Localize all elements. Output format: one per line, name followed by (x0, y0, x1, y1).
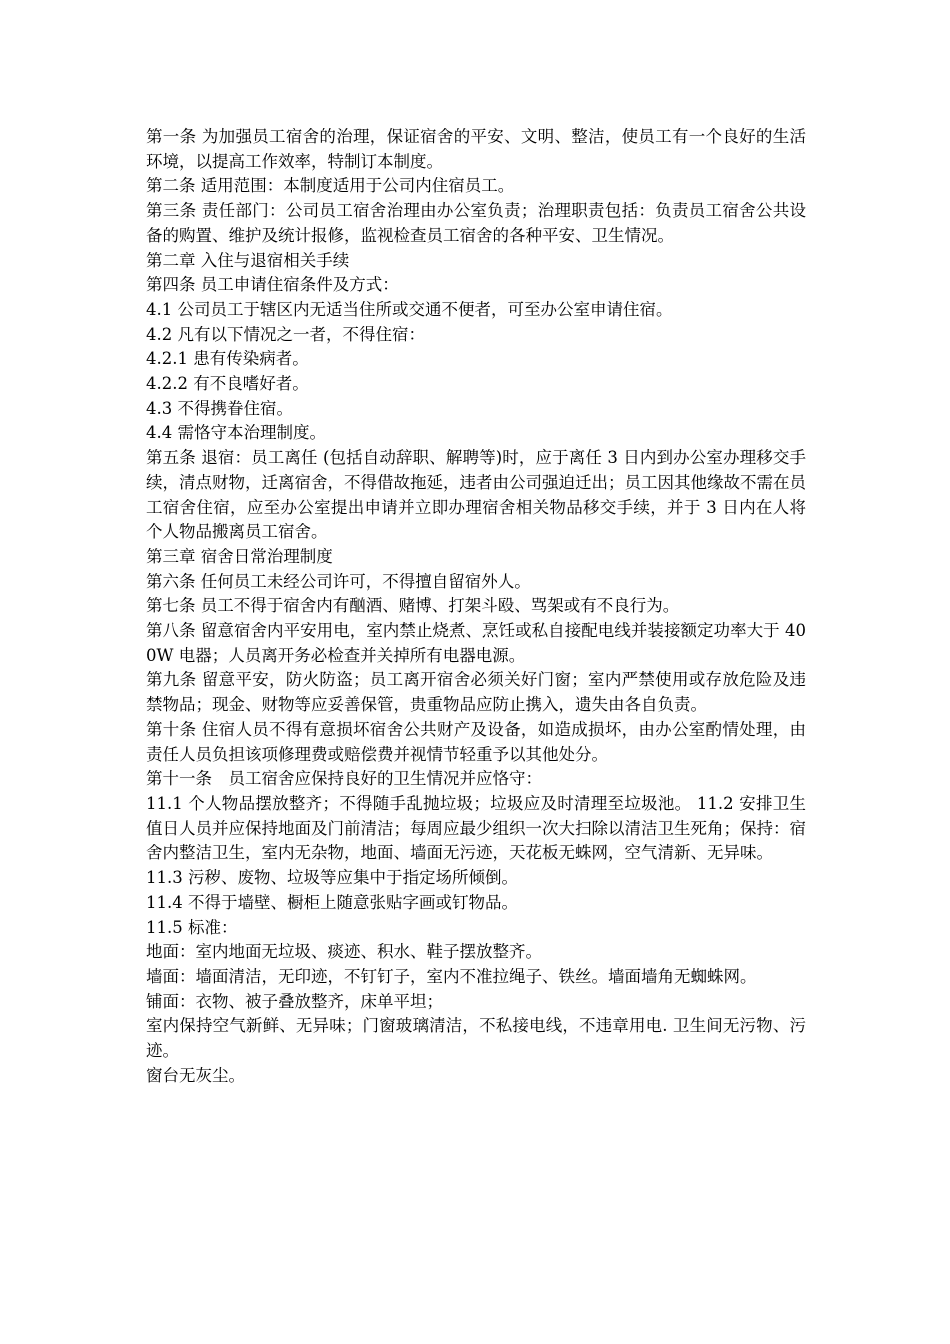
paragraph-standard-floor: 地面：室内地面无垃圾、痰迹、积水、鞋子摆放整齐。 (146, 942, 542, 962)
paragraph-item-11-4: 11.4 不得于墙壁、橱柜上随意张贴字画或钉物品。 (146, 892, 518, 912)
paragraph-item-11-3: 11.3 污秽、废物、垃圾等应集中于指定场所倾倒。 (146, 868, 518, 888)
paragraph-article-7: 第七条 员工不得于宿舍内有酗酒、赌博、打架斗殴、骂架或有不良行为。 (146, 596, 680, 616)
chapter-heading-3: 第三章 宿舍日常治理制度 (146, 546, 333, 566)
paragraph-item-4-3: 4.3 不得携眷住宿。 (146, 398, 293, 418)
paragraph-item-4-2-2: 4.2.2 有不良嗜好者。 (146, 374, 309, 394)
paragraph-item-4-4: 4.4 需恪守本治理制度。 (146, 423, 326, 443)
document-page (146, 125, 806, 1088)
paragraph-article-8: 第八条 留意宿舍内平安用电，室内禁止烧煮、烹饪或私自接配电线并装接额定功率大于 400W 电器；人员离开务必检查并关掉所有电器电源。 (146, 621, 806, 665)
paragraph-standard-windowsill: 窗台无灰尘。 (146, 1065, 245, 1085)
paragraph-item-11-5: 11.5 标准： (146, 917, 238, 937)
paragraph-standard-bed: 铺面：衣物、被子叠放整齐，床单平坦； (146, 991, 443, 1011)
paragraph-article-3: 第三条 责任部门：公司员工宿舍治理由办公室负责；治理职责包括：负责员工宿舍公共设备的购置、维护及统计报修，监视检查员工宿舍的各种平安、卫生情况。 (146, 201, 806, 245)
chapter-heading-2: 第二章 入住与退宿相关手续 (146, 250, 350, 270)
paragraph-standard-room: 室内保持空气新鲜、无异味；门窗玻璃清洁，不私接电线，不违章用电. 卫生间无污物、污迹。 (146, 1016, 806, 1061)
paragraph-standard-wall: 墙面：墙面清洁，无印迹，不钉钉子，室内不准拉绳子、铁丝。墙面墙角无蜘蛛网。 (146, 966, 757, 986)
paragraph-article-10: 第十条 住宿人员不得有意损坏宿舍公共财产及设备，如造成损坏，由办公室酌情处理，由责任人员负担该项修理费或赔偿费并视情节轻重予以其他处分。 (146, 719, 806, 764)
paragraph-article-6: 第六条 任何员工未经公司许可，不得擅自留宿外人。 (146, 571, 531, 591)
paragraph-item-4-1: 4.1 公司员工于辖区内无适当住所或交通不便者，可至办公室申请住宿。 (146, 299, 673, 319)
paragraph-item-4-2-1: 4.2.1 患有传染病者。 (146, 349, 309, 369)
paragraph-article-4: 第四条 员工申请住宿条件及方式： (146, 275, 399, 295)
paragraph-article-2: 第二条 适用范围：本制度适用于公司内住宿员工。 (146, 176, 515, 196)
paragraph-article-11: 第十一条 员工宿舍应保持良好的卫生情况并应恪守： (146, 769, 542, 789)
paragraph-article-5: 第五条 退宿：员工离任 (包括自动辞职、解聘等)时，应于离任 3 日内到办公室办理移交手续，清点财物，迁离宿舍，不得借故拖延，违者由公司强迫迁出；员工因其他缘故不需在员工宿舍住宿，应至办公室提出申请并立即办理宿舍相关物品移交手续，并于 3 日内在人将个人物品搬离员工宿舍。 (146, 448, 806, 542)
paragraph-item-11-1: 11.1 个人物品摆放整齐；不得随手乱抛垃圾；垃圾应及时清理至垃圾池。 11.2 安排卫生值日人员并应保持地面及门前清洁；每周应最少组织一次大扫除以清洁卫生死角；保持：宿舍内整洁卫生，室内无杂物，地面、墙面无污迹，天花板无蛛网，空气清新、无异味。 (146, 793, 806, 863)
paragraph-article-1: 第一条 为加强员工宿舍的治理，保证宿舍的平安、文明、整洁，使员工有一个良好的生活环境，以提高工作效率，特制订本制度。 (146, 127, 806, 171)
paragraph-item-4-2: 4.2 凡有以下情况之一者，不得住宿： (146, 324, 425, 344)
paragraph-article-9: 第九条 留意平安，防火防盗；员工离开宿舍必须关好门窗；室内严禁使用或存放危险及违禁物品；现金、财物等应妥善保管，贵重物品应防止携入，遗失由各自负责。 (146, 670, 806, 715)
